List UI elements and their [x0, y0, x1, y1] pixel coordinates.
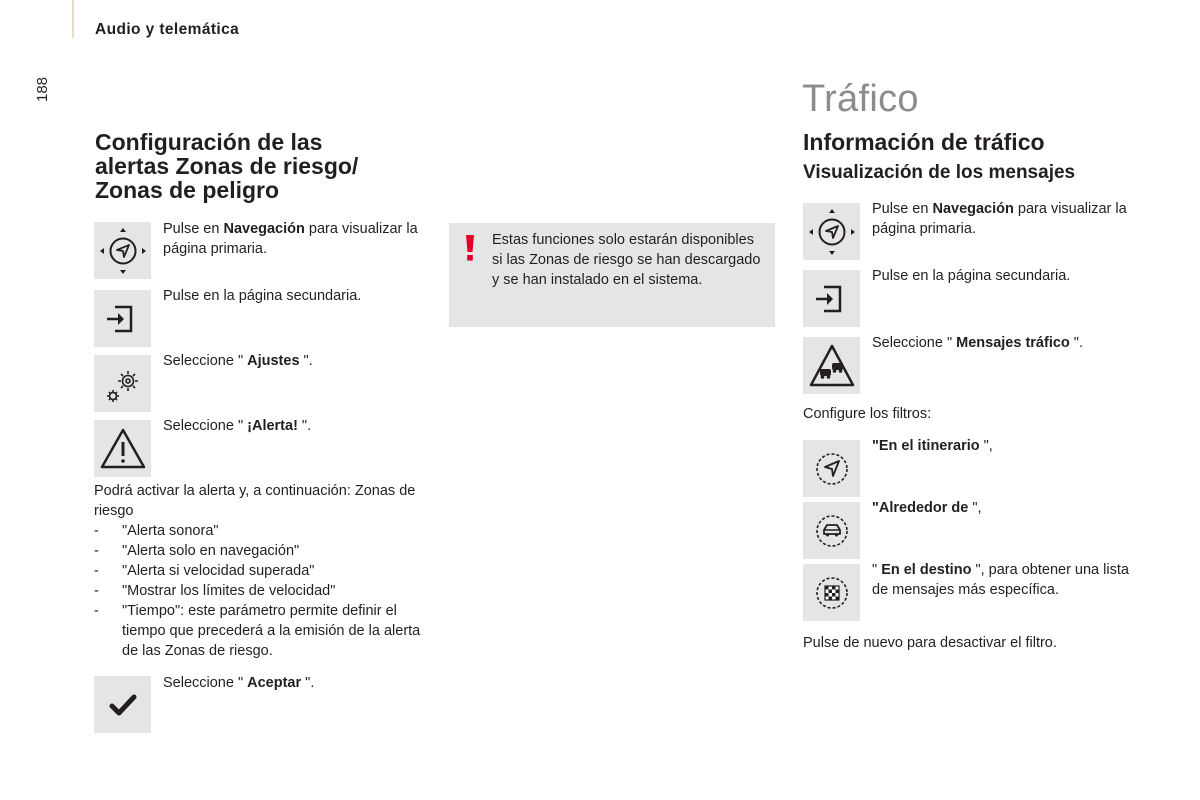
car-around-icon	[803, 502, 860, 559]
warning-note	[449, 223, 775, 327]
filter-3-text: " En el destino ", para obtener una lista de mensajes más específica.	[872, 562, 1129, 598]
route-arrow-icon	[803, 440, 860, 497]
header-accent-rule	[72, 0, 74, 38]
traffic-messages-icon	[803, 337, 860, 394]
alert-intro-paragraph: Podrá activar la alerta y, a continuación: Zonas de riesgo	[94, 483, 416, 519]
left-step-1-text: Pulse en Navegación para visualizar la página primaria.	[163, 221, 418, 257]
left-heading: Configuración de las alertas Zonas de riesgo/ Zonas de peligro	[95, 129, 359, 203]
list-item: - "Mostrar los límites de velocidad"	[94, 583, 336, 599]
right-subheading: Visualización de los mensajes	[803, 162, 1076, 183]
filter-2-text: "Alrededor de ",	[872, 500, 982, 516]
list-item: - "Alerta si velocidad superada"	[94, 563, 315, 579]
filters-intro: Configure los filtros:	[803, 406, 932, 422]
secondary-page-icon	[94, 290, 151, 347]
list-item: - "Alerta solo en navegación"	[94, 543, 300, 559]
secondary-page-icon	[803, 270, 860, 327]
page-title: Tráfico	[802, 78, 919, 120]
left-step-3-text: Seleccione " Ajustes ".	[163, 353, 313, 369]
section-header: Audio y telemática	[95, 21, 240, 38]
left-final-step-text: Seleccione " Aceptar ".	[163, 675, 315, 691]
right-step-1-text: Pulse en Navegación para visualizar la página primaria.	[872, 201, 1127, 237]
alert-options-list	[94, 521, 424, 661]
page-number: 188	[34, 76, 52, 102]
right-heading: Información de tráfico	[803, 129, 1045, 155]
exclamation-icon	[464, 235, 476, 261]
warning-text: Estas funciones solo estarán disponibles si las Zonas de riesgo se han descargado y se han instalado en el sistema.	[492, 232, 761, 288]
list-item: - "Tiempo": este parámetro permite definir el tiempo que precederá a la emisión de la alerta de las Zonas de riesgo.	[94, 603, 421, 659]
left-step-2-text: Pulse en la página secundaria.	[163, 288, 362, 304]
filter-1-text: "En el itinerario ",	[872, 438, 993, 454]
right-step-2-text: Pulse en la página secundaria.	[872, 268, 1071, 284]
list-item: - "Alerta sonora"	[94, 523, 219, 539]
closing-note: Pulse de nuevo para desactivar el filtro.	[803, 635, 1057, 651]
navigation-compass-icon	[803, 203, 860, 260]
warning-triangle-icon	[94, 420, 151, 477]
left-step-4-text: Seleccione " ¡Alerta! ".	[163, 418, 312, 434]
navigation-compass-icon	[94, 222, 151, 279]
settings-gears-icon	[94, 355, 151, 412]
destination-flag-icon	[803, 564, 860, 621]
checkmark-icon	[94, 676, 151, 733]
right-step-3-text: Seleccione " Mensajes tráfico ".	[872, 335, 1083, 351]
